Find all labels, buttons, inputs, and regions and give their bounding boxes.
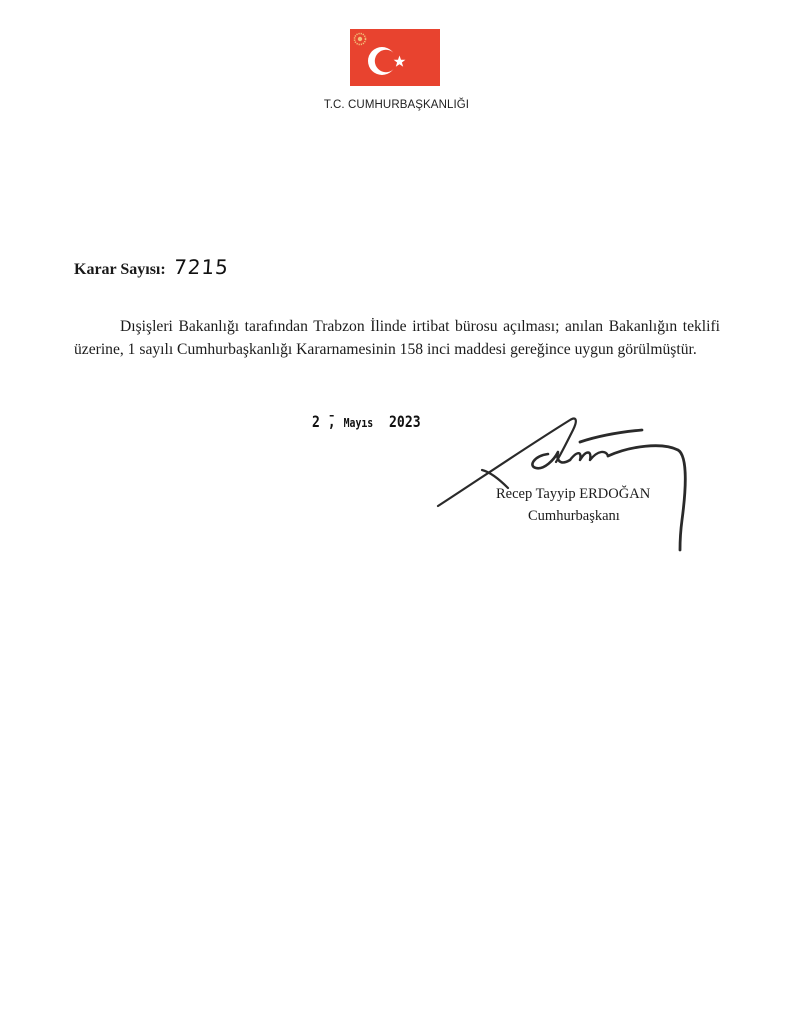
date-month: Mayıs [343,416,374,430]
institution-title: T.C. CUMHURBAŞKANLIĞI [323,99,470,111]
signer-title: Cumhurbaşkanı [528,508,620,524]
turkish-flag-icon [350,29,440,86]
decision-body [74,315,720,361]
decision-number-label: Karar Sayısı: [74,261,166,278]
decision-paragraph: Dışişleri Bakanlığı tarafından Trabzon İlinde irtibat bürosu açılması; anılan Bakanlığın teklifi üzerine, 1 sayılı Cumhurbaşkanlığı Kararnamesinin 158 inci maddesi gereğince uygun görülmüştür. [74,318,720,358]
date-day: 2 ̄, [312,412,336,431]
handwritten-signature-icon [430,410,700,560]
date-year: 2023 [389,412,421,431]
date-stamp [312,412,421,431]
decision-number-line [74,255,229,279]
decision-number-value: 7215 [172,255,230,279]
signer-name: Recep Tayyip ERDOĞAN [496,486,651,502]
